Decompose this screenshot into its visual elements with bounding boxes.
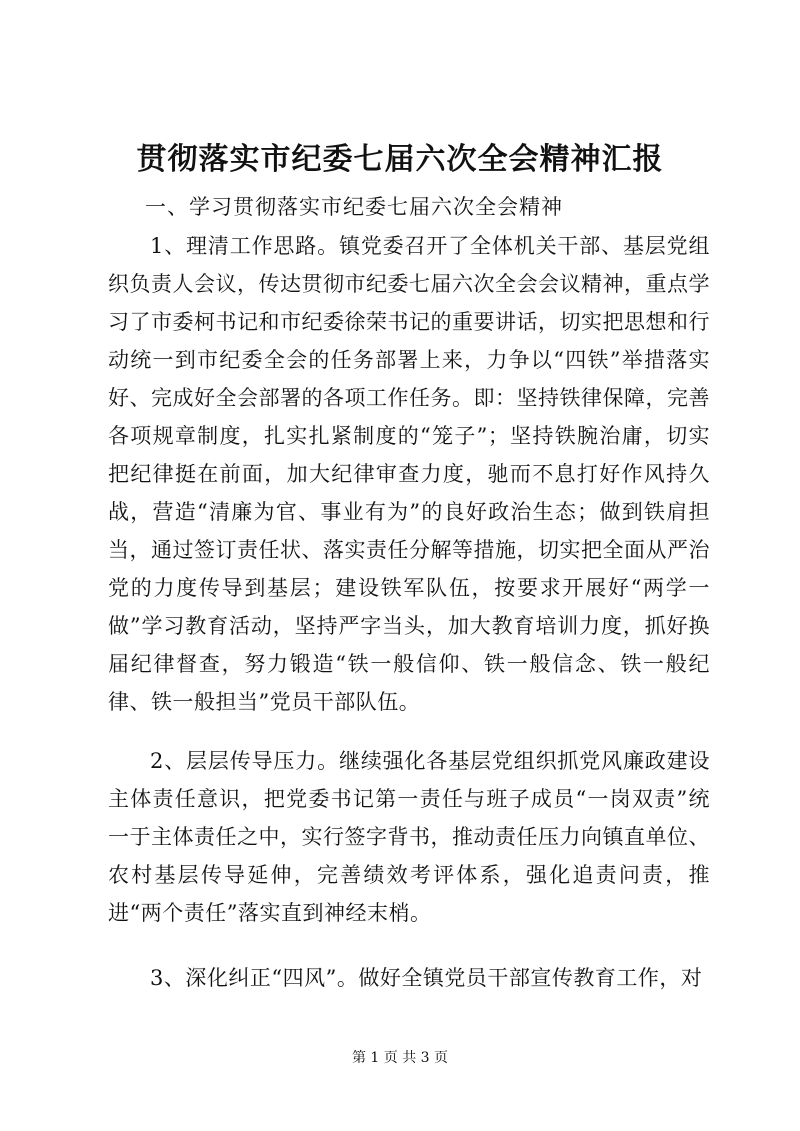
paragraph-2: 2、层层传导压力。继续强化各基层党组织抓党风廉政建设主体责任意识，把党委书记第一责任与班子成员“一岗双责”统一于主体责任之中，实行签字背书，推动责任压力向镇直单位、农村基层传导延伸，完善绩效考评体系，强化追责问责，推进“两个责任”落实直到神经末梢。 [108,749,710,925]
document-title: 贯彻落实市纪委七届六次全会精神汇报 [136,142,664,177]
page-number-footer: 第 1 页 共 3 页 [351,1050,449,1066]
paragraph-3: 3、深化纠正“四风”。做好全镇党员干部宣传教育工作，对 [150,966,703,990]
section-heading: 一、学习贯彻落实市纪委七届六次全会精神 [145,195,563,219]
paragraph-1: 1、理清工作思路。镇党委召开了全体机关干部、基层党组织负责人会议，传达贯彻市纪委七届六次全会会议精神，重点学习了市委柯书记和市纪委徐荣书记的重要讲话，切实把思想和行动统一到市纪委全会的任务部署上来，力争以“四铁”举措落实好、完成好全会部署的各项工作任务。即：坚持铁律保障，完善各项规章制度，扎实扎紧制度的“笼子”；坚持铁腕治庸，切实把纪律挺在前面，加大纪律审查力度，驰而不息打好作风持久战，营造“清廉为官、事业有为”的良好政治生态；做到铁肩担当，通过签订责任状、落实责任分解等措施，切实把全面从严治党的力度传导到基层；建设铁军队伍，按要求开展好“两学一做”学习教育活动，坚持严字当头，加大教育培训力度，抓好换届纪律督查，努力锻造“铁一般信仰、铁一般信念、铁一般纪律、铁一般担当”党员干部队伍。 [108,234,710,714]
